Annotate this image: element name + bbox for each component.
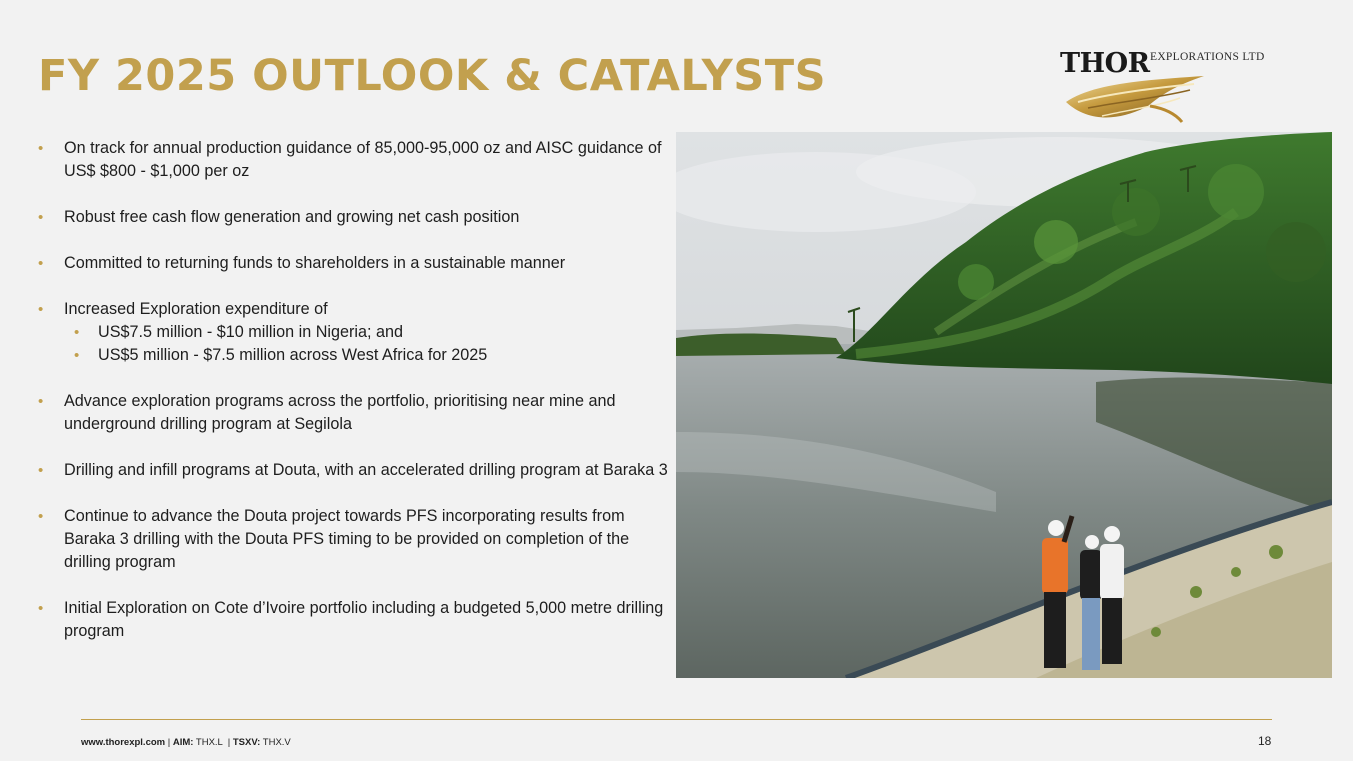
bullet-item: • Drilling and infill programs at Douta, with an accelerated drilling program at Baraka 3 (38, 459, 674, 482)
sub-bullet-item: • US$7.5 million - $10 million in Nigeria; and (64, 321, 674, 344)
footer-aim-label: AIM: (172, 737, 194, 748)
footer-separator: | (167, 737, 171, 748)
bullet-item: • On track for annual production guidance of 85,000-95,000 oz and AISC guidance of US$ $800 - $1,000 per oz (38, 137, 674, 183)
logo-subtitle: EXPLORATIONS LTD (1150, 51, 1265, 63)
page-number: 18 (1258, 734, 1272, 748)
bullet-list (38, 137, 674, 666)
logo-wordmark: THOR (1060, 48, 1150, 79)
company-logo (1058, 46, 1278, 128)
bullet-item-with-subitems (38, 298, 674, 367)
footer-tsxv-label: TSXV: (232, 737, 261, 748)
bullet-item: • Robust free cash flow generation and growing net cash position (38, 206, 674, 229)
footer-website: www.thorexpl.com (81, 737, 166, 748)
lake-hill-photo-illustration (676, 132, 1332, 678)
bullet-text: Increased Exploration expenditure of (64, 300, 328, 318)
sub-bullet-item: • US$5 million - $7.5 million across West Africa for 2025 (64, 344, 674, 367)
bullet-item: • Advance exploration programs across the portfolio, prioritising near mine and underground drilling program at Segilola (38, 390, 674, 436)
wing-logo-icon (1062, 76, 1207, 126)
footer-tsxv-value: THX.V (262, 737, 291, 748)
bullet-item: • Committed to returning funds to shareholders in a sustainable manner (38, 252, 674, 275)
sub-bullet-list (64, 321, 674, 367)
footer-separator: | (227, 737, 231, 748)
footer-divider (81, 719, 1272, 720)
bullet-item: • Initial Exploration on Cote d’Ivoire portfolio including a budgeted 5,000 metre drilling program (38, 597, 674, 643)
footer-aim-value: THX.L (195, 737, 223, 748)
site-photo (676, 132, 1332, 678)
bullet-item: • Continue to advance the Douta project towards PFS incorporating results from Baraka 3 drilling with the Douta PFS timing to be provided on completion of the drilling program (38, 505, 674, 574)
slide-title: FY 2025 OUTLOOK & CATALYSTS (38, 51, 827, 101)
footer-info (81, 737, 291, 748)
